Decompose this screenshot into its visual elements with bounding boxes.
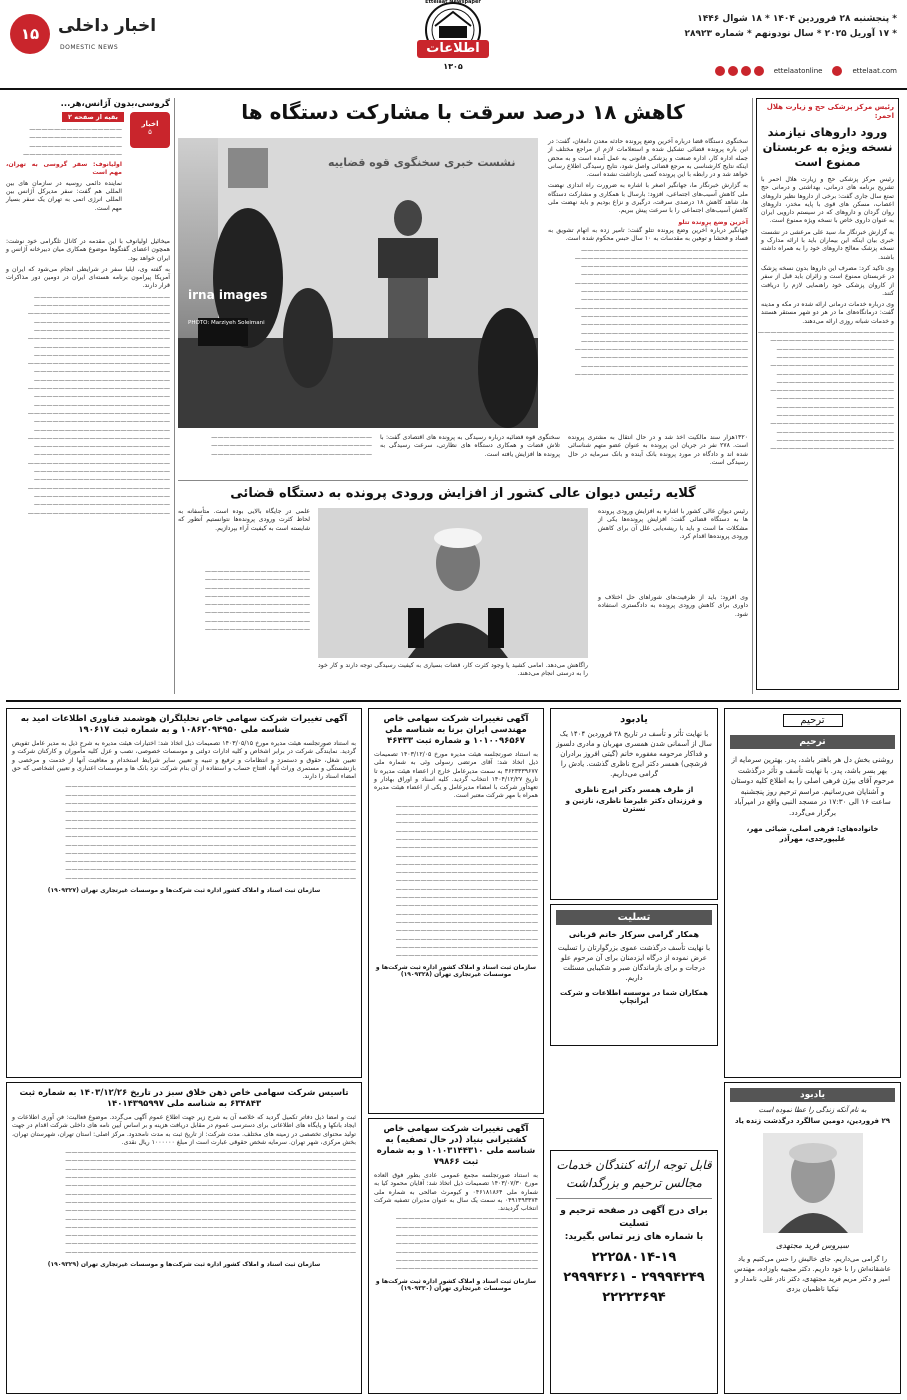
newspaper-logo [405,0,501,78]
memorial-title: یادبود [620,714,648,725]
anniversary-line1: به نام آنکه زندگی را عطا نموده است [758,1106,867,1114]
article-body: به گفته وی، ایلیا سفر در شرایطی انجام می‌شود که ایران و آمریکا پیرامون برنامه هسته‌ای ایران در دومین دور مذاکرات قرار دارند. [6,265,170,290]
continued-badge: بقیه از صفحه ۲ [62,112,124,122]
anniversary-title: یادبود [730,1088,895,1102]
notice-sub2: با شماره های زیر تماس بگیرید: [564,1232,704,1242]
article-body-continued: —————————————————————————— —————————————————————————— —————————————————————————— [211,434,372,458]
ad-body: به استناد صورتجلسه هیئت مدیره مورخ ۱۴۰۳/۰۵/۱۵ تصمیمات ذیل اتخاذ شد: اختیارات هیئت مدیره به شرح ذیل به مدیر عامل تفویض گردید. نمایندگی شرکت در برابر اشخاص و کلیه ادارات دولتی و موسسات خصوصی، نصب و عزل کلیه مأموران و کارکنان شرکت و تعیین شغل، حقوق و دستمزد و انتظامات و ترفیع و تنبیه و تعیین سایر شرایط استخدام و معافیت آنها از خدمت و مرخصی و بازنشستگی و مستمری وراث آنها، افتتاح حساب و استفاده از آن بنام شرکت نزد بانک ها و موسسات اعتباری و تعیین اشخاصی که حق امضاء اسناد را دارند. [12,740,356,781]
instagram-icon[interactable] [715,66,725,76]
photo-agency-label: irna images [188,288,268,302]
deceased-name: سیروس فرید مجتهدی [776,1241,849,1250]
social-icons [715,66,764,76]
ad-body-continued: ——————————————————————— ——————————————————————— ——————————————————————— ——————————————————————— ——————————————————————— ——————————————————————— ——————————————————————— ——————————————————————— ——————————————————————— ——————————————————————— ——————————————————————— ——————————————————————— ——————————————————————— ——————————————————————— ——————————————————————— ——————————————————————— ——————————————————————— ——————————————————————— ——————————————————————— [395,802,538,960]
divider [178,480,748,481]
section-title-en: DOMESTIC NEWS [60,44,119,51]
tarhim-label: ترحیم [783,714,843,727]
left-column-text [6,126,122,213]
condolence-signature: همکاران شما در موسسه اطلاعات و شرکت ایرانچاپ [560,989,708,1005]
article-body: به گزارش خبرنگار ما، سید علی مرعشی در نشست خبری بیان اینکه این بیماران باید با ارائه مدارک و نسخه پزشک معالج داروهای خود را به همراه داشته باشند. [761,228,894,261]
ad-footer: سازمان ثبت اسناد و املاک کشور اداره ثبت شرکت‌ها و موسسات غیرتجاری تهران (۱۹۰۹۳۲۸) [375,964,537,979]
article-body: سخنگوی دستگاه قضا درباره آخرین وضع پرونده حادثه معدن دامغان، گفت: در این باره پرونده قضائی تشکیل شده و استعلامات لازم از مراجع مختلف از جمله اداره کار، اداره صنعت و پزشکی قانونی به عمل آمده است و به محض اینکه نتایج کارشناسی به مرجع قضائی واصل شود، نتایج رسیدگی اطلاع رسانی خواهد شد و در رابطه با این پرونده کسی بازداشت نشده است. [548,138,748,179]
ad-footer: سازمان ثبت اسناد و املاک کشور اداره ثبت شرکت‌ها و موسسات غیرتجاری تهران (۱۹۰۹۳۲۹) [47,1261,321,1269]
memorial-body: با نهایت تأثر و تأسف در تاریخ ۲۸ فروردین ۱۴۰۴ یک سال از آسمانی شدن همسری مهربان و مادری دلسوز و فداکار مرحومه مغفوره خانم (گیتی افروز برادران فرشچی) همسر دکتر ایرج ناظری گذشت. یادش را گرامی می‌داریم. [556,730,712,778]
article-kicker: رئیس مرکز پزشکی حج و زیارت هلال احمر: [766,103,894,120]
legal-ad-1 [6,708,362,1078]
website-link[interactable]: ettelaat.com [852,67,897,75]
notice-divider [556,1198,712,1199]
right-column-article [756,98,899,690]
main-article-text-bottom [178,434,748,467]
main-headline: کاهش ۱۸ درصد سرقت با مشارکت دستگاه ها [241,100,685,124]
section-title: اخبار داخلی [58,16,157,36]
article-body: راگاهش می‌دهد. امامی کشید یا وجود کثرت کار، قضات بسیاری به کیفیت رسیدگی توجه دارند و کار خود را به درستی انجام می‌دهند. [318,662,588,678]
obituary-body: روشنی بخش دل هر باهنر باشد، پدر. بهترین سرمایه از بهر بسر باشد، پدر. با نهایت تأسف و تأثر درگذشت مرحوم آقای بیژن فرهی اصلی را به اطلاع کلیه دوستان و آشنایان می‌رسانیم. مراسم ترحیم روز پنجشنبه ساعت ۱۶ الی ۱۷:۳۰ در مسجد النبی واقع در امیرآباد برگزار می‌گردد. [730,755,895,817]
article-subhead: اولیانوف: سفر گروسی به تهران، مهم است [6,161,122,177]
masthead [0,0,907,90]
date-line-2: * ۱۷ آوریل ۲۰۲۵ * سال نودونهم * شماره ۲۸۹۲۳ [684,29,897,39]
left-column-text-2 [6,238,170,518]
anniversary-line2: ۲۹ فروردین، دومین سالگرد درگذشت زنده یاد [735,1117,890,1125]
ad-title: آگهی تغییرات شرکت سهامی خاص کشتیرانی بنیاد (در حال تصفیه) به شناسه ملی ۱۰۱۰۳۱۴۴۳۱۰ و به شماره ثبت ۷۹۸۶۶ [376,1124,536,1167]
condolence-body: با نهایت تأسف درگذشت عموی بزرگوارتان را تسلیت عرض نموده از درگاه ایزدمنان برای آن مرحوم علو درجات و برای بازماندگان صبر و شکیبایی مسئلت داریم. [557,944,711,982]
telegram-icon[interactable] [728,66,738,76]
deceased-photo [763,1133,863,1233]
founded-year: ۱۳۰۵ [443,62,463,71]
ads-divider [6,700,901,702]
phone-number: ۲۲۲۵۸۰۱۴-۱۹ [591,1250,677,1265]
article-body: سخنگوی قوه قضائیه درباره رسیدگی به پرونده های اقتصادی گفت: با تلاش قضات و همکاری دستگاه های نظارتی، سرعت رسیدگی به پرونده ها افزایش یافته است. [380,434,560,458]
column-divider [174,98,175,694]
article-body: جهانگیر درباره آخرین وضع پرونده تتلو گفت: تامیر زده به اتهام تشویق به فساد و فحشا و توهین به مقدسات به ۱۰ سال حبس محکوم شده است. [548,226,748,243]
ad-body: به استناد صورتجلسه مجمع عمومی عادی بطور فوق العاده مورخ ۱۴۰۳/۰۷/۳۰ تصمیمات ذیل اتخاذ شد: آقایان محمود کیا به شماره ملی ۰۴۶۱۸۱۸۶۴ و کیومرث صالحی به شماره ملی ۰۴۹۱۳۹۳۳۷۴ به سمت یک سال به عنوان مدیران تصفیه شرکت انتخاب گردیدند. [374,1172,538,1213]
article-body: علمی در جایگاه بالایی بوده است. متأسفانه به لحاظ کثرت ورودی پرونده‌ها نتوانستیم آنطور که شایسته است به کیفیت آراء بپردازیم. [178,508,310,532]
photo-credit: PHOTO: Marziyeh Soleimani [188,320,265,326]
left-logo [130,112,170,148]
article-body-continued: —————————————————————— ———————————————————— ——————————————————— ——————————————————— ———————————————————— ——————————————————— ——————————————————— ———————————————————— ——————————————————— ——————————————————— ——————————————————— ———————————————————— ——————————————————— ——————————————————— ———————————————————— [757,329,894,453]
obituary-notice [724,708,901,1078]
youtube-icon[interactable] [754,66,764,76]
ad-body-continued: ——————————————————————————————————————————————— ——————————————————————————————————————————————— ——————————————————————————————————————————————— ——————————————————————————————————————————————— ——————————————————————————————————————————————— ——————————————————————————————————————————————— ——————————————————————————————————————————————— ——————————————————————————————————————————————— ——————————————————————————————————————————————— ——————————————————————————————————————————————— ——————————————————————————————————————————————— ——————————————————————————————————————————————— [65,783,356,882]
ad-title: تاسیس شرکت سهامی خاص ذهن خلاق سبز در تاریخ ۱۴۰۳/۱۲/۲۶ به شماره ثبت ۶۳۴۸۴۳ به شناسه ملی ۱۴۰۱۴۳۹۵۹۹۷ [19,1088,349,1109]
ad-body: ثبت و امضا ذیل دفاتر تکمیل گردید که خلاصه آن به شرح زیر جهت اطلاع عموم آگهی می‌گردد. موضوع فعالیت: فن آوری اطلاعات و ایجاد بانکها و پایگاه های اطلاعاتی برای دسترسی عموم در مقابل دریافت هزینه و بر اساس آیین نامه های داخلی شرکت اقدام در جهت تولید محتوای تخصصی در زمینه های مختلف. مدت شرکت: از تاریخ ثبت به مدت نامحدود. مرکز اصلی: استان تهران، شهرستان تهران، بخش مرکزی، شهر تهران. سرمایه شخص حقوقی عبارت است از مبلغ ۱۰۰۰۰۰۰ ریال نقدی. [12,1114,356,1146]
newspaper-name-en: Ettelaat Newspaper [425,0,481,5]
anniversary-body: را گرامی می‌داریم. جای خالیش را حس می‌کنیم و یاد عاشقانه‌اش را با خود داریم. دکتر مجیبه باوزاده، مهندس امیر و دکتر مریم فرید مجتهدی، دکتر نادر علی، نامدار و نیکیا ناظمیان یزدی [734,1255,891,1293]
left-column-article [6,98,170,694]
ad-title: آگهی تغییرات شرکت سهامی خاص مهندسی ایران برنا به شناسه ملی ۱۰۱۰۰۹۶۵۶۷ و شماره ثبت ۴۶۴۳۳ [383,714,529,746]
condolence-subhead: همکار گرامی سرکار خانم قربانی [568,930,700,939]
second-headline: گلایه رئیس دیوان عالی کشور از افزایش ورودی پرونده به دستگاه قضائی [230,486,696,501]
article-body: ۱۳۲۰هزار سند مالکیت اخذ شد و در حال انتقال به مشتری پرونده است. ۲۷۸ نفر در جریان این پرونده به عنوان عضو متهم شناسائی شده اند و دادگاه در مورد پرونده بانک آینده و بانک سرمایه در حال رسیدگی است. [568,434,748,466]
notice-sub: برای درج آگهی در صفحه ترحیم و تسلیت [560,1206,708,1229]
ad-contact-notice [550,1150,718,1394]
article-body: رئیس دیوان عالی کشور با اشاره به افزایش ورودی پرونده ها به دستگاه قضائی گفت: افزایش پرونده‌ها یکی از مشکلات ما است و باید با ریشه‌یابی علل آن برای کاهش ورودی پرونده‌ها اقدام کرد. [598,508,748,540]
second-article [178,484,748,694]
article-headline: ورود داروهای نیازمند نسخه ویژه به عربستان ممنوع است [762,125,893,169]
phone-number: ۲۲۲۲۳۶۹۴ [602,1290,666,1305]
article-body-continued: ——————————————— ——————————————— ——————————————— ———————————————— [23,126,122,158]
social-links [715,66,897,76]
phone-number: ۲۹۹۹۴۲۴۹ - ۲۹۹۹۴۲۶۱ [563,1270,705,1285]
article-body: وی درباره خدمات درمانی ارائه شده در مکه و مدینه گفت: درمانگاه‌های ما در هر دو شهر مستقر هستند و خدمات شبانه روزی ارائه می‌دهند. [761,301,894,325]
left-logo-label: اخبار [141,120,159,128]
main-article-text-right [548,138,748,379]
ad-footer: سازمان ثبت اسناد و املاک کشور اداره ثبت شرکت‌ها و موسسات غیرتجاری تهران (۱۹۰۹۳۳۰) [375,1277,537,1292]
masthead-dates [657,14,897,39]
ad-body-continued: ——————————————————————— ——————————————————————— ——————————————————————— ——————————————————————— ——————————————————————— ——————————————————————— ——————————————————————— [395,1215,538,1273]
left-logo-num: ۵ [148,128,152,136]
social-handle[interactable]: ettelaatonline [773,67,823,75]
left-kicker: گروسی،بدون آژانس،هر... [60,99,170,109]
ad-body-continued: ——————————————————————————————————————————————— ——————————————————————————————————————————————— ——————————————————————————————————————————————— ——————————————————————————————————————————————— ——————————————————————————————————————————————— ——————————————————————————————————————————————— ——————————————————————————————————————————————— ——————————————————————————————————————————————— ——————————————————————————————————————————————— ——————————————————————————————————————————————— ——————————————————————————————————————————————— ——————————————————————————————————————————————— ——————————————————————————————————————————————— [65,1149,356,1256]
article-body: به گزارش خبرنگار ما، جهانگیر اصغر با اشاره به ضرورت راه اندازی نهضت ملی کاهش آسیب‌های اجتماعی، افزود: بارسال با همکاری و مشارکت دستگاه ها، شاهد کاهش ۱۸ درصدی سرقت، درگیری و نزاع بودیم و باید نهضت ملی کاهش آسیب‌های اجتماعی را با سرعت پیش ببریم. [548,182,748,215]
article-body: نماینده دائمی روسیه در سازمان های بین المللی هم گفت: سفر مدیرکل آژانس بین المللی انرژی اتمی به تهران یک سفر بسیار مهم است. [6,179,122,212]
article-subhead: آخرین وضع پرونده تتلو [678,218,748,226]
obituary-title: ترحیم [730,735,895,749]
second-article-photo [318,508,588,658]
memorial-notice [550,708,718,900]
obituary-family: خانواده‌های: فرهی اصلی، ضیائی مهر، علیپورجدی، مهرآذر [746,825,879,843]
anniversary-notice [724,1082,901,1394]
article-body: میخائیل اولیانوف با این مقدمه در کانال تلگرامی خود نوشت: همچون اعضای گفتگوها موضوع همکاری میان دبیرخانه آژانس و ایران خواهد بود. [6,238,170,262]
column-divider [752,98,753,694]
legal-ad-4 [368,1118,544,1394]
ad-footer: سازمان ثبت اسناد و املاک کشور اداره ثبت شرکت‌ها و موسسات غیرتجاری تهران (۱۹۰۹۳۲۷) [47,887,321,895]
twitter-icon[interactable] [741,66,751,76]
article-body: رئیس مرکز پزشکی حج و زیارت هلال احمر با تشریح برنامه های درمانی، بهداشتی و درمانی حج تمتع سال جاری گفت: برخی از داروها نظیر داروهای اعصاب، مسکن های قوی با پایه مخدر، داروهای روان گردان و داروهای که در سیستم دارویی ایران به عنوان داروی خاص با نسخه ویژه ممنوع است. [761,176,894,225]
photo-backdrop-text: نشست خبری سخنگوی قوه قضاییه [328,156,516,169]
page-number: ۱۵ [10,14,50,54]
legal-ad-2 [6,1082,362,1394]
article-body-continued: ————————————————— ————————————————— ————————————————— ————————————————— ————————————————— ————————————————— ————————————————— ————————————————— [204,568,310,634]
main-article [178,98,748,478]
memorial-signature: از طرف همسر دکتر ایرج ناظری [574,785,694,794]
newspaper-name: اطلاعات [426,41,480,56]
article-body-continued: ——————————————————————————— ———————————————————————————— ——————————————————————————— ——————————————————————————— ———————————————————————————— ——————————————————————————— ——————————————————————————— ———————————————————————————— ——————————————————————————— ——————————————————————————— ——————————————————————————— ——————————————————————————— ———————————————————————————— ——————————————————————————— ——————————————————————————— ———————————————————————————— [574,246,748,379]
article-body-continued: —————————————————————— —————————————————————— ——————————————————————— —————————————————————— —————————————————————— ——————————————————————— —————————————————————— —————————————————————— ——————————————————————— —————————————————————— —————————————————————— ——————————————————————— —————————————————————— —————————————————————— ——————————————————————— —————————————————————— —————————————————————— ——————————————————————— —————————————————————— —————————————————————— ——————————————————————— —————————————————————— —————————————————————— ——————————————————————— —————————————————————— —————————————————————— ——————————————————————— [27,293,170,517]
article-body: وی افزود: باید از ظرفیت‌های شوراهای حل اختلاف و داوری برای کاهش ورودی پرونده به دادگستری استفاده شود. [598,594,748,618]
ad-title: آگهی تغییرات شرکت سهامی خاص تحلیلگران هوشمند فناوری اطلاعات امید به شناسه ملی ۱۰۸۶۲۰۹۴۹۵۰ و به شماره ثبت ۱۹۰۶۱۷ [20,714,348,735]
notice-title: قابل توجه ارائه کنندگان خدمات مجالس ترحیم و بزرگداشت [556,1158,712,1190]
condolence-title: تسلیت [556,910,712,925]
article-body: وی تاکید کرد: مصرف این داروها بدون نسخه پزشک در عربستان ممنوع است و زائران باید قبل از سفر از کاروان پزشکی خود راهنمایی لازم را دریافت کنند. [761,264,894,297]
memorial-children: و فرزندان دکتر علیرضا ناظری، نازنین و نسترن [565,797,703,813]
web-icon [832,66,842,76]
legal-ad-3 [368,708,544,1114]
date-line-1: * پنجشنبه ۲۸ فروردین ۱۴۰۴ * ۱۸ شوال ۱۴۴۶ [697,14,897,24]
section-header [10,10,160,60]
article-photo [178,138,538,428]
condolence-notice [550,904,718,1046]
ad-body: به استناد صورتجلسه هیئت مدیره مورخ ۱۴۰۳/۱۲/۰۵ تصمیمات ذیل اتخاذ شد: آقای مرتضی رسولی وئی به شماره ملی ۳۶۲۳۳۳۹۶۷۷ به سمت مدیرعامل خارج از اعضاء هیئت مدیره تا تاریخ ۱۴۰۴/۱۲/۲۷ انتخاب گردید. کلیه اسناد و اوراق بهادار و تعهدآور شرکت با امضاء مدیرعامل و یکی از اعضاء هیئت مدیره همراه با مهر شرکت معتبر است. [374,751,538,800]
